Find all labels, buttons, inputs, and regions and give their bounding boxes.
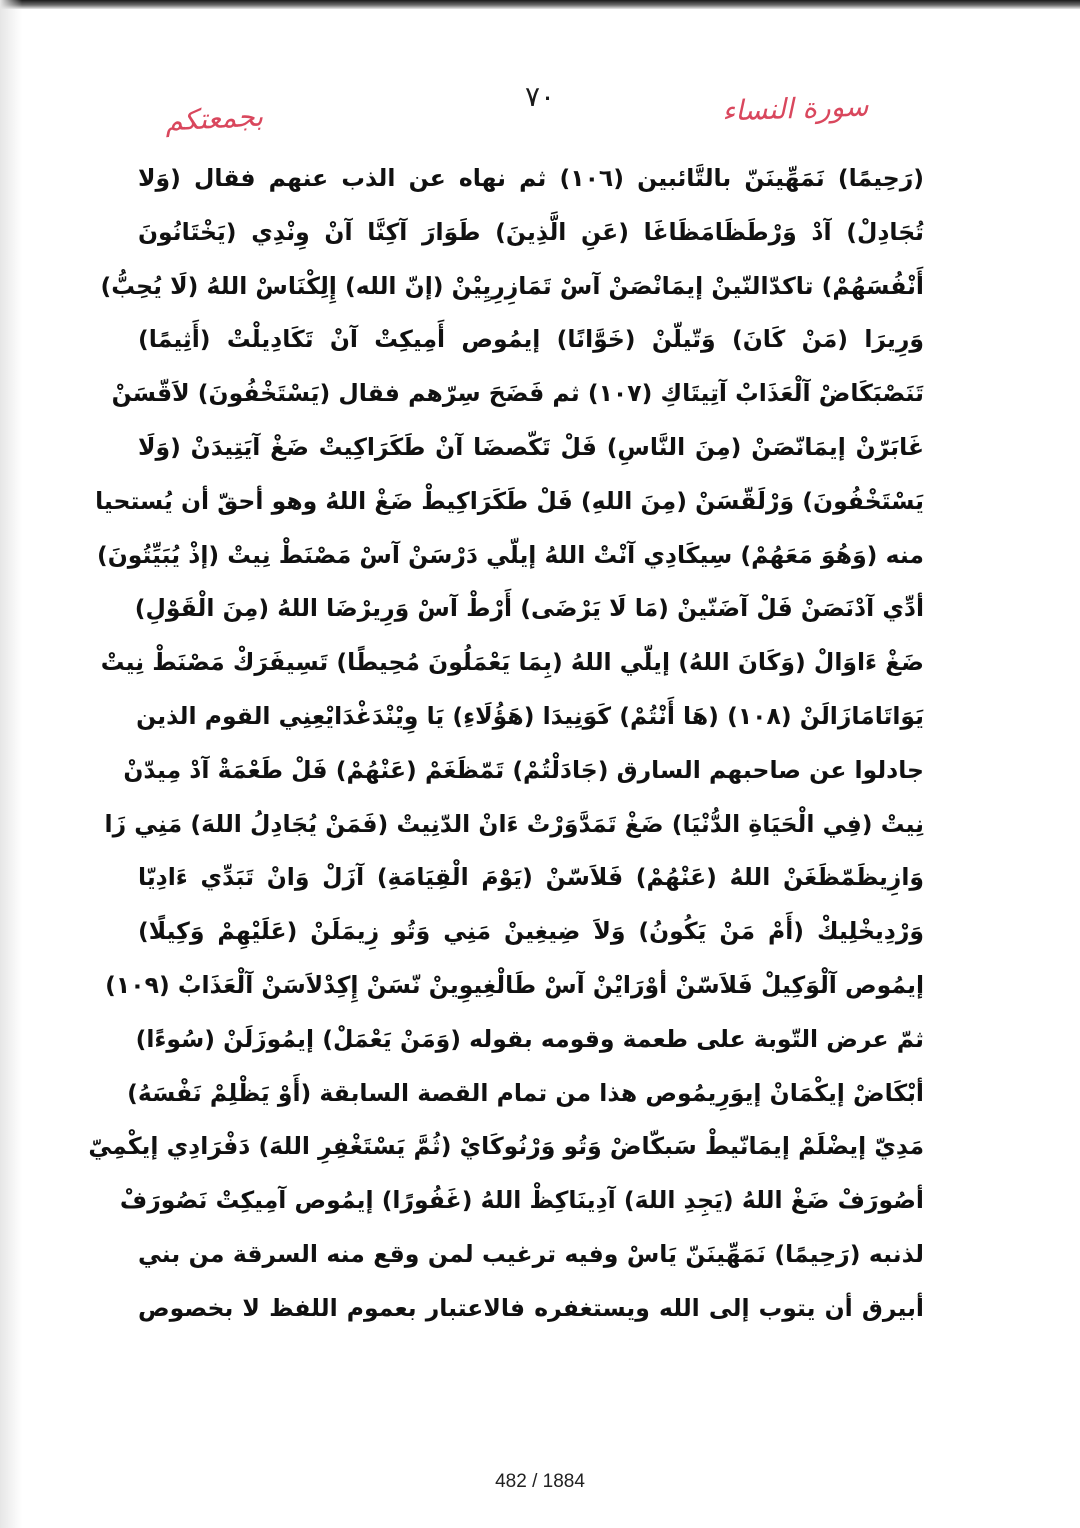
- text-line: منه (وَهُوَ مَعَهُمْ) سِيكَادِي آنْتْ اللهُ إيلّي دَرْسَنْ آسْ مَصْنَطْ نِيتْ (إذْ يُبَيِّتُونَ): [96, 540, 924, 569]
- text-line: ضَغْ ءَاوَالْ (وَكَانَ اللهُ) إيلّي اللهُ (بِمَا يَعْمَلُونَ مُحِيطًا) تَسِيفَرَكْ مَصْنَطْ نِيتْ: [100, 648, 924, 677]
- handwritten-note-left: بجمعتكم: [164, 99, 264, 138]
- text-line: تُجَادِلْ) آدْ وَرْطَظَامَظَاغَا (عَنِ الَّذِينَ) طَوَارَ آكِنَّا آنْ وِنْدِي (يَخْتَانُونَ: [138, 217, 924, 246]
- text-line: أدِّي آدْنَصَنْ فَلْ آضَنّينْ (مَا لَا يَرْضَى) أَرْطْ آسْ وَرِيرْضَا اللهُ (مِنَ الْقَوْلِ): [134, 594, 924, 623]
- text-line: أصُورَفْ ضَغْ اللهُ (يَجِدِ اللهَ) آدِينَاكِظْ اللهُ (غَفُورًا) إيمُوص آمِيكِتْ نَصُورَفْ: [119, 1186, 924, 1215]
- text-line: (رَحِيمًا) نَمَهِّينَنّ بالتَّائبين (١٠٦) ثم نهاه عن الذب عنهم فقال (وَلا: [138, 164, 925, 192]
- text-line: مَدِيّ إيضْلَمْ إيمَانّيطْ سَبكّاضْ وَتُو وَرْنُوكَايْ (ثُمَّ يَسْتَغْفِرِ اللهَ) دَفْرَادِي إيكْمِيّ: [88, 1132, 924, 1161]
- text-line: أبْكَاضْ إيكْمَانْ إيوَرِيمُوص هذا من تمام القصة السابقة (أَوْ يَظْلِمْ نَفْسَهُ): [127, 1078, 924, 1107]
- text-line: وَرِيرَا (مَنْ كَانَ) وَتّيلّنْ (خَوَّانًا) إيمُوص أَمِيكِتْ آنْ تَكَادِيلْتْ (أَثِيمًا): [138, 325, 924, 354]
- text-line: يَوَاتَامَازَالَنْ (١٠٨) (هَا أَنْتُمْ) كَوَنِيدَا (هَؤُلَاءِ) يَا وِيْنْدَغْدَايْعِنِي القوم الذين: [136, 701, 924, 730]
- text-line: غَابَرّنْ إيمَانّصَنْ (مِنَ النَّاسِ) فَلْ تَكّصضَا آنْ طَكَرَاكِيتْ ضَغْ آيَتِيدَنْ (وَلَا: [138, 432, 924, 461]
- text-line: أبيرق أن يتوب إلى الله ويستغفره فالاعتبار بعموم اللفظ لا بخصوص: [138, 1293, 924, 1322]
- text-line: جادلوا عن صاحبهم السارق (جَادَلْتُمْ) تَمّظَغَمْ (عَنْهُمْ) فَلْ طَعْمَةْ آدْ مِيدّنْ: [123, 755, 924, 784]
- text-line: وَرْدِيخْلِيكْ (أَمْ مَنْ يَكُونُ) وَلاَ ضِيغِينْ مَنِي وَتُو زِيمَلَنْ (عَلَيْهِمْ وَكِيلًا): [138, 917, 924, 946]
- scan-top-edge: [0, 0, 1080, 9]
- text-line: نِيتْ (فِي الْحَيَاةِ الدُّنْيَا) ضَغْ تَمَدَّوَرْتْ ءَانْ الدّنِيتْ (فَمَنْ يُجَادِلُ اللهَ) مَنِي زَا: [104, 809, 924, 838]
- text-line: لذنبه (رَحِيمًا) نَمَهِّينَنّ يَاسْ وفيه ترغيب لمن وقع منه السرقة من بني: [138, 1239, 924, 1268]
- text-line: وَازِيظَمّظَغَنْ اللهُ (عَنْهُمْ) فَلاَسّنْ (يَوْمَ الْقِيَامَةِ) آزَلْ وَانْ تَبَدِّي ءَادِيّا: [138, 863, 924, 892]
- handwritten-note-right: سورة النساء: [721, 89, 869, 128]
- text-line: أَنْفُسَهُمْ) تاكدّالنّينْ إيمَانْصَنْ آسْ تَمَازِرِيِيْنْ (إنّ الله) إِلِكْنَاسْ اللهُ (لَا يُحِبُّ): [100, 271, 924, 300]
- page-indicator: 482 / 1884: [495, 1471, 585, 1492]
- page-number: ٧٠: [524, 80, 556, 113]
- text-line: يَسْتَخْفُونَ) وَرْلَقّسَنْ (مِنَ اللهِ) فَلْ طَكَرَاكِيطْ ضَغْ اللهُ وهو أحقّ أن يُستحيا: [95, 486, 924, 515]
- text-line: ثمّ عرض التّوبة على طعمة وقومه بقوله (وَمَنْ يَعْمَلْ) إيمُوزَلَنْ (سُوءًا): [135, 1024, 924, 1053]
- scan-left-shade: [0, 0, 22, 1528]
- text-line: تَنَصْبَكَاضْ آلْعَذَابْ آتِيتَاكِ (١٠٧) ثم فَضَحَ سِرّهم فقال (يَسْتَخْفُونَ) لاَقّسَنْ: [111, 379, 924, 408]
- commentary-text-block: [88, 152, 925, 1336]
- text-line: إيمُوص آلْوَكِيلْ فَلاَسّنْ أوْرَايْنْ آسْ طَالْغِيوِينْ نّسَنْ إِكِدْلاَسَنْ آلْعَذَابْ (١٠٩): [105, 970, 924, 999]
